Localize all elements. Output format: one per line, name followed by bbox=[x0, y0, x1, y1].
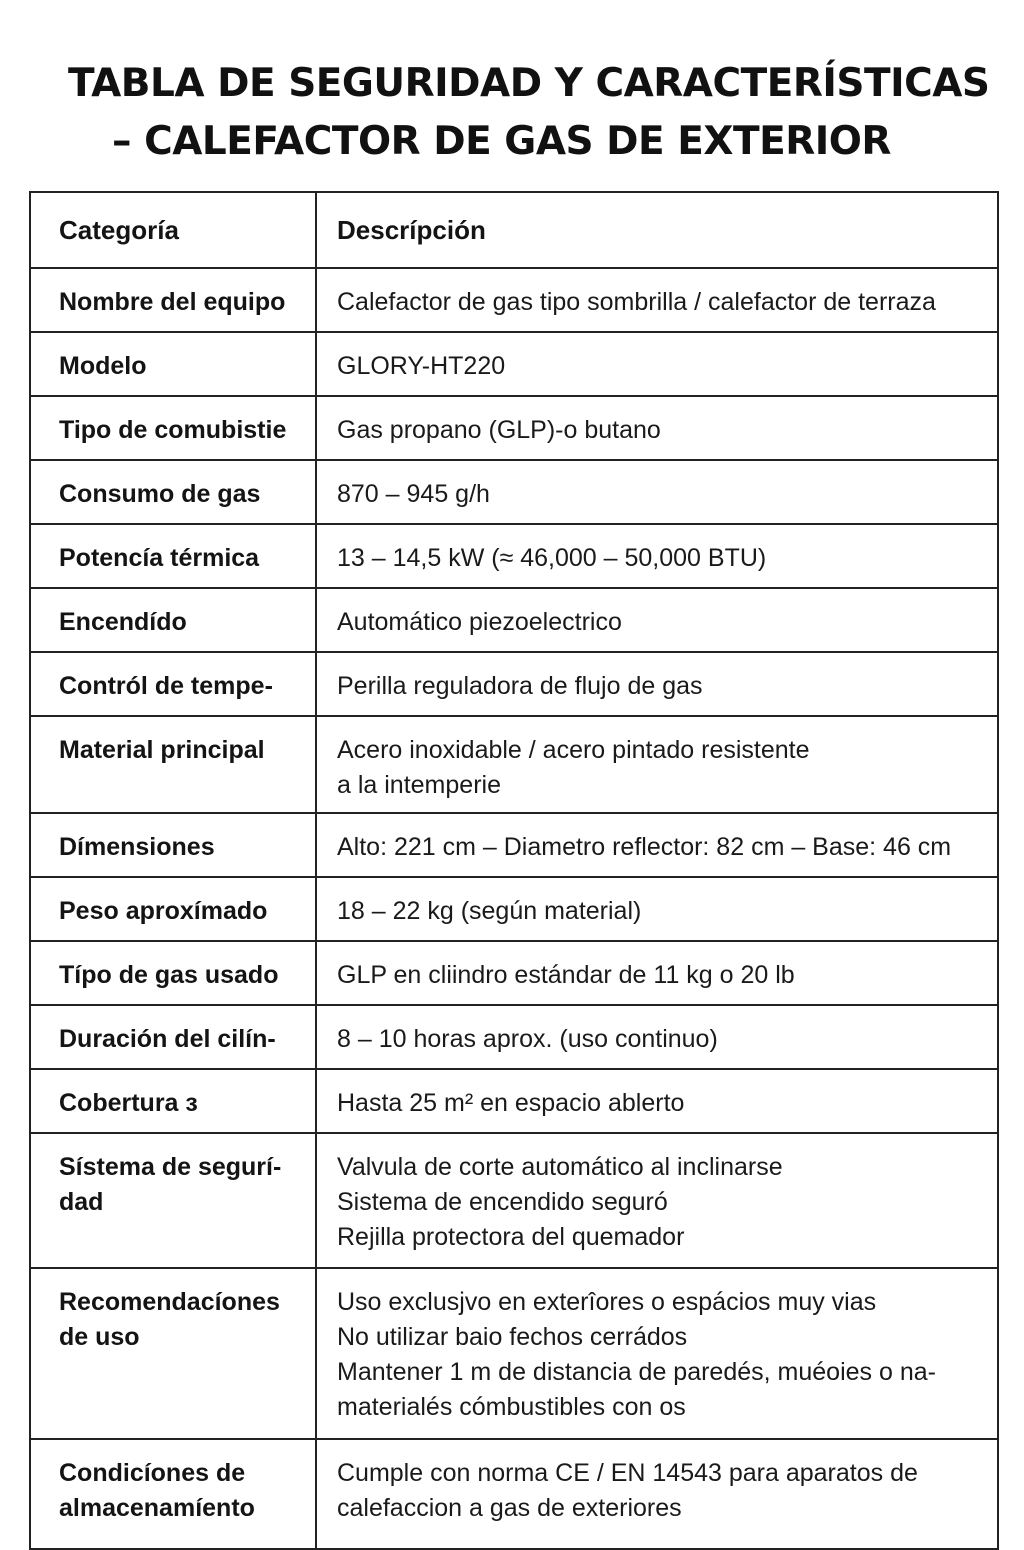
row-category: Recomendacíones de uso bbox=[30, 1268, 316, 1439]
row-description bbox=[316, 1268, 998, 1439]
row-description bbox=[316, 332, 998, 396]
header-description: Descrípción bbox=[316, 192, 998, 268]
row-description bbox=[316, 652, 998, 716]
description-line: Gas propano (GLP)-o butano bbox=[337, 416, 661, 444]
row-category: Dímensiones bbox=[30, 813, 316, 877]
row-description bbox=[316, 268, 998, 332]
description-line: Alto: 221 cm – Diametro reflector: 82 cm – Base: 46 cm bbox=[337, 833, 952, 861]
row-description bbox=[316, 1069, 998, 1133]
row-category: Duración del cilín- bbox=[30, 1005, 316, 1069]
title-line-1: TABLA DE SEGURIDAD Y CARACTERÍSTICAS bbox=[68, 61, 990, 106]
description-line: Valvula de corte automático al inclinarse bbox=[337, 1153, 783, 1181]
row-description bbox=[316, 1439, 998, 1549]
table-row bbox=[30, 1268, 998, 1439]
row-description bbox=[316, 1133, 998, 1268]
table-row bbox=[30, 1439, 998, 1549]
row-category: Condicíones de almacenamíento bbox=[30, 1439, 316, 1549]
description-line: Hasta 25 m² en espacio ablerto bbox=[337, 1089, 685, 1117]
row-description bbox=[316, 813, 998, 877]
description-line: materialés cómbustibles con os bbox=[337, 1393, 686, 1421]
page-title bbox=[0, 58, 1024, 168]
table-row bbox=[30, 877, 998, 941]
description-line: 870 – 945 g/h bbox=[337, 480, 490, 508]
row-description bbox=[316, 941, 998, 1005]
table-row bbox=[30, 1069, 998, 1133]
table-header-row bbox=[30, 192, 998, 268]
description-line: Mantener 1 m de distancia de paredés, muéoies o na- bbox=[337, 1358, 936, 1386]
description-line: No utilizar baio fechos cerrádos bbox=[337, 1323, 688, 1351]
table-row bbox=[30, 524, 998, 588]
description-line: Sistema de encendido seguró bbox=[337, 1188, 668, 1216]
table-row bbox=[30, 941, 998, 1005]
description-line: calefaccion a gas de exteriores bbox=[337, 1494, 682, 1522]
table-row bbox=[30, 1133, 998, 1268]
description-line: Acero inoxidable / acero pintado resistente bbox=[337, 736, 810, 764]
table-row bbox=[30, 1005, 998, 1069]
row-category: Encendído bbox=[30, 588, 316, 652]
table-row bbox=[30, 716, 998, 813]
row-category: Modelo bbox=[30, 332, 316, 396]
table-row bbox=[30, 268, 998, 332]
description-line: GLP en cliindro estándar de 11 kg o 20 lb bbox=[337, 961, 795, 989]
row-category: Cobertura з bbox=[30, 1069, 316, 1133]
table-row bbox=[30, 460, 998, 524]
row-category: Material principal bbox=[30, 716, 316, 813]
row-description bbox=[316, 588, 998, 652]
row-category: Consumo de gas bbox=[30, 460, 316, 524]
table-row bbox=[30, 588, 998, 652]
header-category: Categoría bbox=[30, 192, 316, 268]
row-category: Nombre del equipo bbox=[30, 268, 316, 332]
description-line: a la intemperie bbox=[337, 771, 501, 799]
specs-table bbox=[29, 191, 999, 1550]
row-category: Sístema de segurí- dad bbox=[30, 1133, 316, 1268]
title-line-2: – CALEFACTOR DE GAS DE EXTERIOR bbox=[112, 119, 891, 164]
row-description bbox=[316, 524, 998, 588]
table-row bbox=[30, 813, 998, 877]
description-line: Perilla reguladora de flujo de gas bbox=[337, 672, 703, 700]
row-category: Tipo de comubistie bbox=[30, 396, 316, 460]
row-description bbox=[316, 396, 998, 460]
row-category: Típo de gas usado bbox=[30, 941, 316, 1005]
description-line: Automático piezoelectrico bbox=[337, 608, 622, 636]
description-line: Calefactor de gas tipo sombrilla / calefactor de terraza bbox=[337, 288, 936, 316]
table-row bbox=[30, 396, 998, 460]
description-line: 18 – 22 kg (según material) bbox=[337, 897, 642, 925]
row-category: Peso aproxímado bbox=[30, 877, 316, 941]
row-description bbox=[316, 877, 998, 941]
description-line: Uso exclusјvo en exterîores o espácios muy vias bbox=[337, 1288, 877, 1316]
table-body bbox=[30, 268, 998, 1549]
description-line: Cumple con norma CE / EN 14543 para aparatos de bbox=[337, 1459, 918, 1487]
row-category: Potencía térmica bbox=[30, 524, 316, 588]
description-line: 13 – 14,5 kW (≈ 46,000 – 50,000 BTU) bbox=[337, 544, 767, 572]
row-description bbox=[316, 460, 998, 524]
description-line: GLORY-HT220 bbox=[337, 352, 506, 380]
description-line: 8 – 10 horas aprox. (uso continuo) bbox=[337, 1025, 718, 1053]
row-description bbox=[316, 716, 998, 813]
description-line: Rejilla protectora del quemador bbox=[337, 1223, 685, 1251]
table-row bbox=[30, 332, 998, 396]
row-description bbox=[316, 1005, 998, 1069]
table-row bbox=[30, 652, 998, 716]
row-category: Contról de tempe- bbox=[30, 652, 316, 716]
